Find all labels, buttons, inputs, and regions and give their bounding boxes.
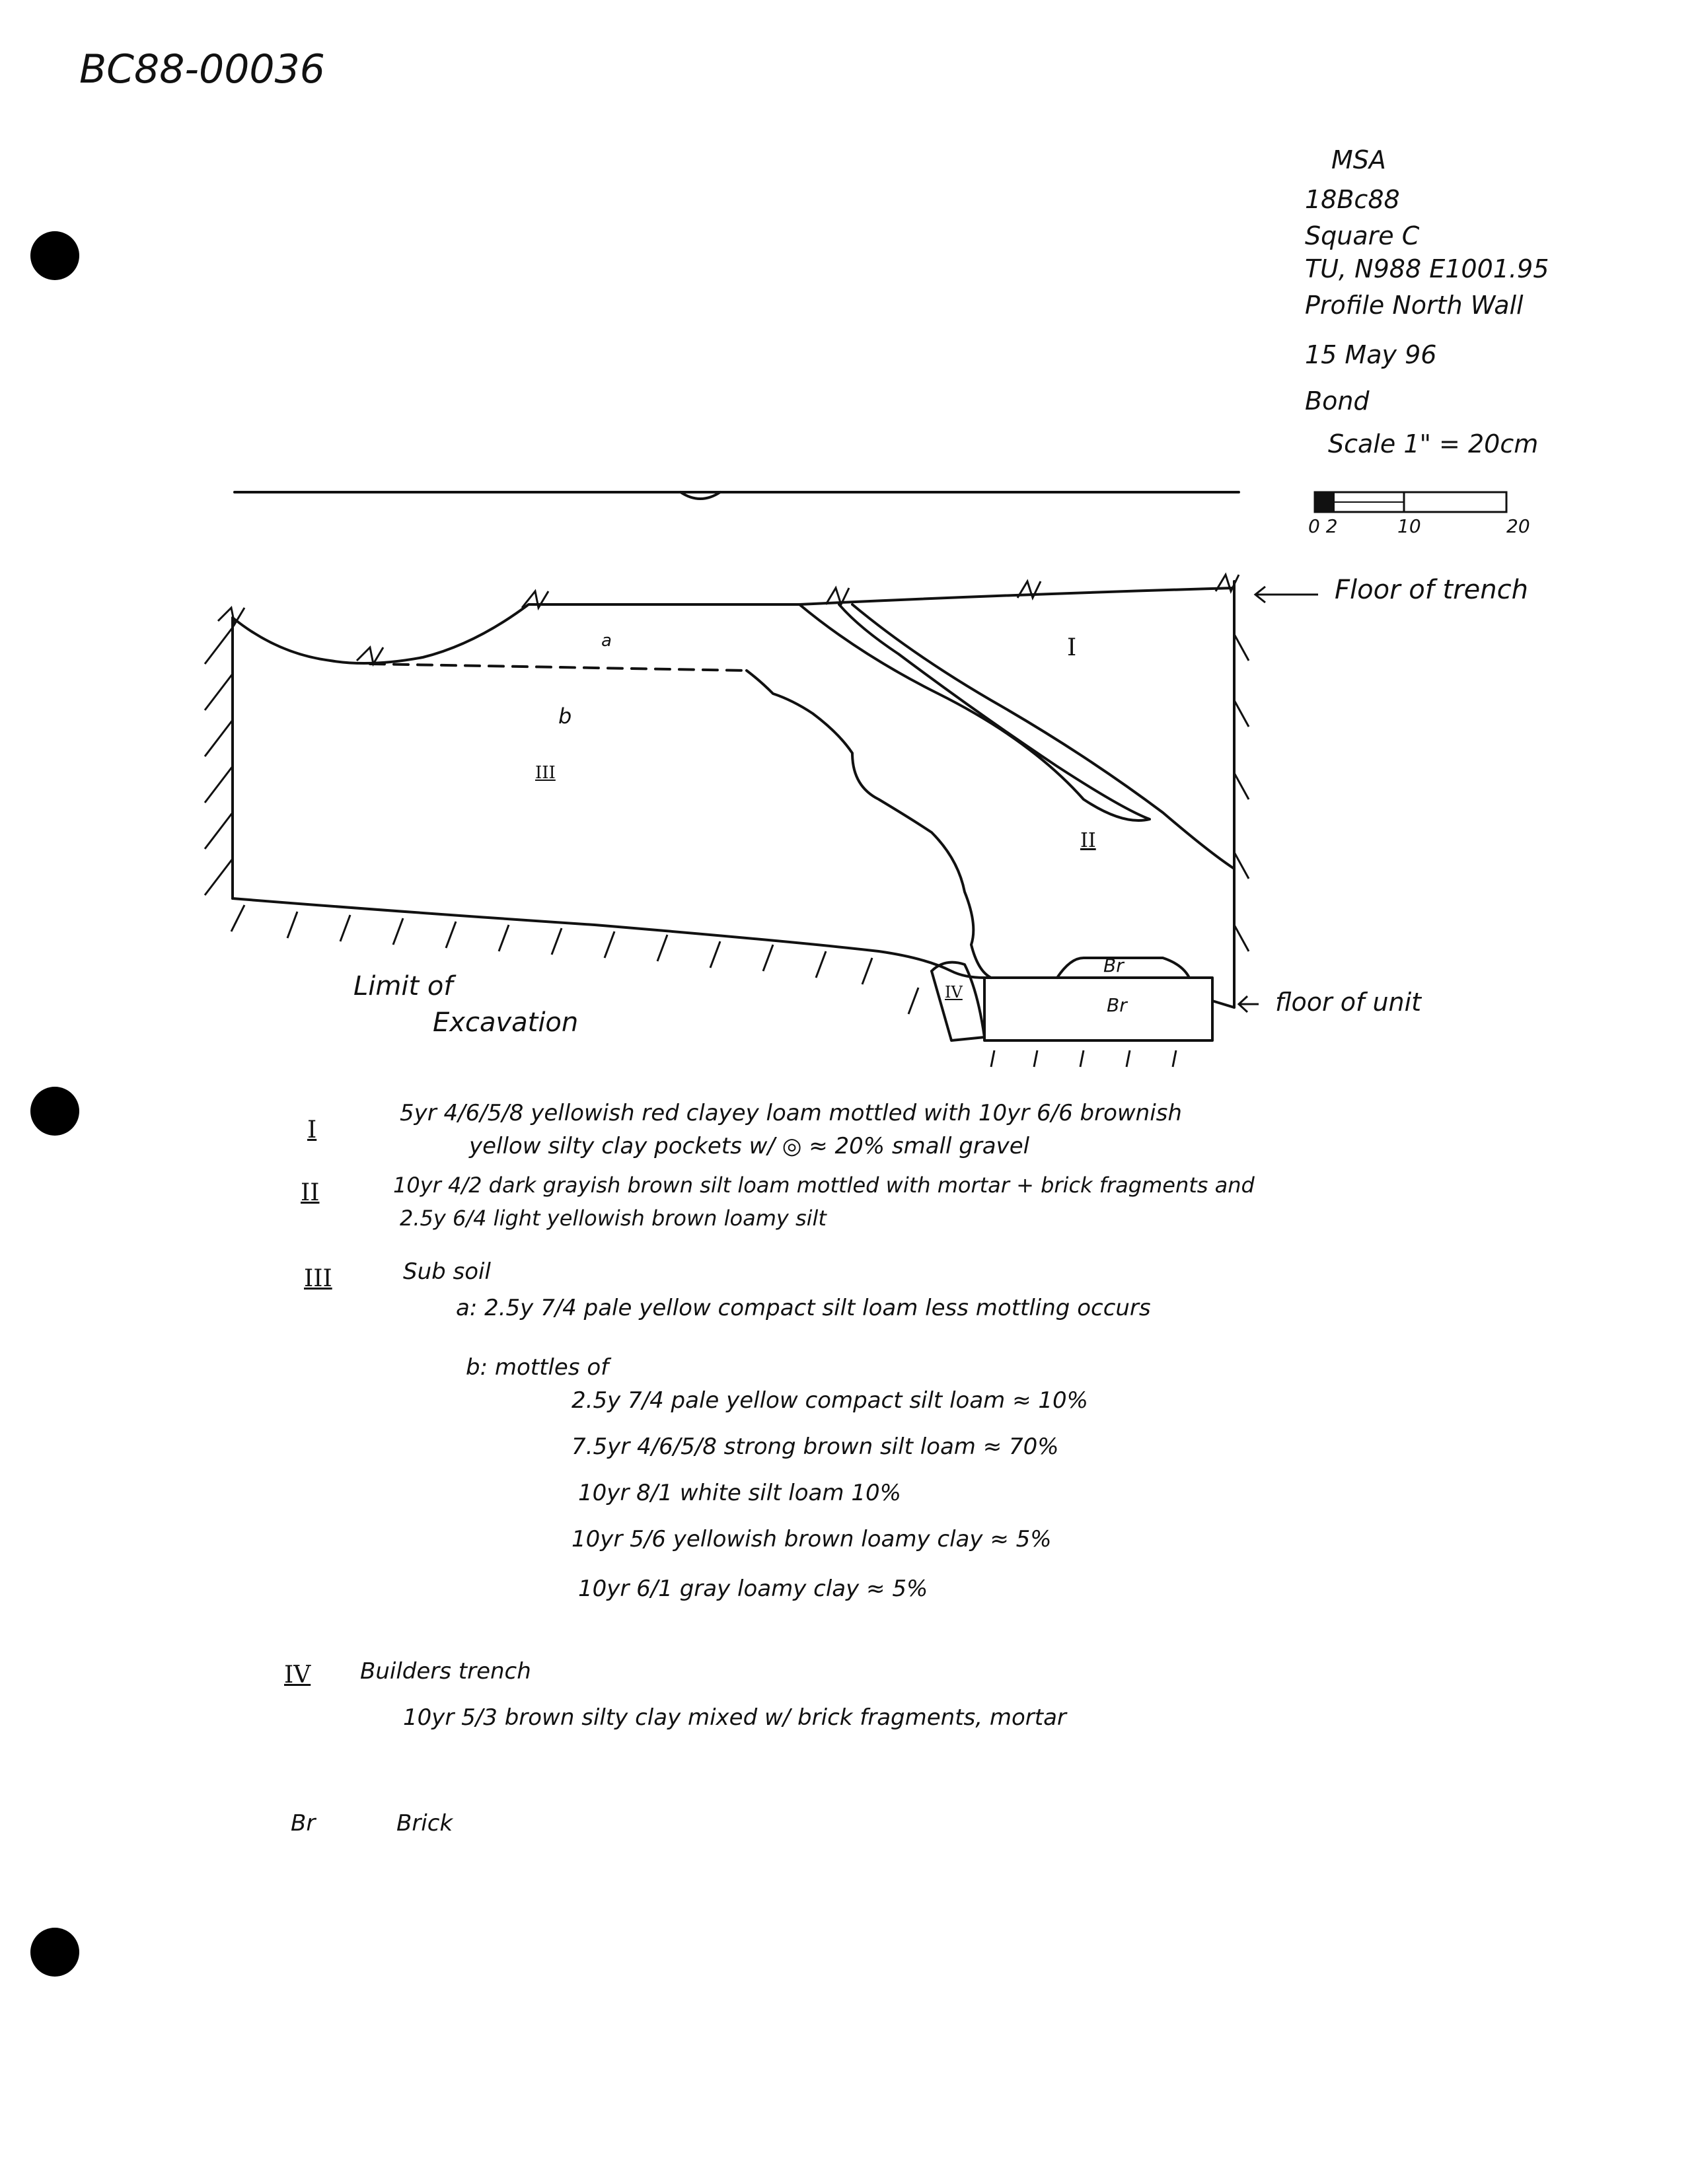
header-scale: Scale 1" = 20cm bbox=[1328, 429, 1539, 458]
label-zone-III: III bbox=[535, 763, 556, 783]
header-site: 18Bc88 bbox=[1305, 185, 1400, 214]
legend-Br-line-1: Brick bbox=[396, 1810, 453, 1837]
boundary-a-b bbox=[370, 664, 747, 671]
label-limit-of: Limit of bbox=[353, 971, 453, 1001]
brick-block bbox=[984, 978, 1212, 1040]
legend-num-III: III bbox=[304, 1265, 332, 1292]
legend-I-line-1: 5yr 4/6/5/8 yellowish red clayey loam mottled with 10yr 6/6 brownish bbox=[400, 1100, 1182, 1126]
profile-top-surface bbox=[233, 588, 1234, 663]
hole-punch-bottom bbox=[30, 1928, 79, 1977]
legend-III-b-mottle-4: 10yr 5/6 yellowish brown loamy clay ≈ 5% bbox=[572, 1526, 1052, 1552]
label-arrows bbox=[1239, 587, 1318, 1012]
header-unit: TU, N988 E1001.95 bbox=[1305, 254, 1549, 283]
document-id: BC88-00036 bbox=[79, 46, 325, 92]
label-br-top: Br bbox=[1103, 955, 1124, 976]
header-excavator: Bond bbox=[1305, 386, 1370, 416]
legend-III-b-mottle-5: 10yr 6/1 gray loamy clay ≈ 5% bbox=[578, 1576, 928, 1602]
boundary-layer-I bbox=[799, 604, 1150, 820]
scale-bar-tick-0: 0 2 bbox=[1308, 515, 1338, 537]
legend-III-b-mottle-2: 7.5yr 4/6/5/8 strong brown silt loam ≈ 70% bbox=[572, 1434, 1059, 1460]
legend-num-I: I bbox=[307, 1116, 317, 1144]
boundary-layer-III bbox=[747, 671, 991, 978]
boundary-layer-II-upper bbox=[852, 604, 1234, 869]
label-br-bottom: Br bbox=[1107, 994, 1127, 1016]
scale-bar-tick-10: 10 bbox=[1397, 515, 1421, 537]
legend-II-line-1: 10yr 4/2 dark grayish brown silt loam mottled with mortar + brick fragments and bbox=[393, 1173, 1255, 1198]
legend-I-line-2: yellow silty clay pockets w/ ◎ ≈ 20% small gravel bbox=[469, 1133, 1030, 1159]
legend-num-IV: IV bbox=[284, 1661, 311, 1689]
legend-II-line-2: 2.5y 6/4 light yellowish brown loamy silt bbox=[400, 1206, 827, 1231]
legend-III-b-mottle-1: 2.5y 7/4 pale yellow compact silt loam ≈ 10% bbox=[572, 1387, 1088, 1414]
label-floor-of-trench: Floor of trench bbox=[1335, 575, 1528, 605]
legend-III-b-mottle-3: 10yr 8/1 white silt loam 10% bbox=[578, 1480, 901, 1506]
label-zone-IV: IV bbox=[945, 983, 963, 1001]
legend-III-a: a: 2.5y 7/4 pale yellow compact silt loam less mottling occurs bbox=[456, 1295, 1151, 1321]
label-zone-a: a bbox=[601, 631, 612, 651]
unit-floor-left bbox=[1212, 1001, 1234, 1007]
header-org: MSA bbox=[1331, 145, 1386, 174]
label-excavation: Excavation bbox=[433, 1007, 579, 1038]
label-zone-I: I bbox=[1067, 634, 1077, 661]
legend-num-Br: Br bbox=[291, 1810, 316, 1837]
label-zone-b: b bbox=[558, 704, 572, 729]
legend-num-II: II bbox=[301, 1179, 320, 1206]
legend-IV-line-1: Builders trench bbox=[360, 1658, 531, 1685]
legend-III-line-1: Sub soil bbox=[403, 1258, 491, 1285]
legend-IV-line-2: 10yr 5/3 brown silty clay mixed w/ brick fragments, mortar bbox=[403, 1704, 1066, 1731]
header-square: Square C bbox=[1305, 221, 1420, 250]
label-zone-II: II bbox=[1080, 829, 1096, 852]
header-date: 15 May 96 bbox=[1305, 340, 1437, 369]
label-floor-of-unit: floor of unit bbox=[1275, 988, 1422, 1017]
profile-bottom bbox=[233, 898, 984, 978]
legend-III-b: b: mottles of bbox=[466, 1354, 609, 1381]
header-profile: Profile North Wall bbox=[1305, 291, 1524, 320]
scale-bar-tick-20: 20 bbox=[1506, 515, 1530, 537]
surface-tufts bbox=[218, 575, 1239, 664]
